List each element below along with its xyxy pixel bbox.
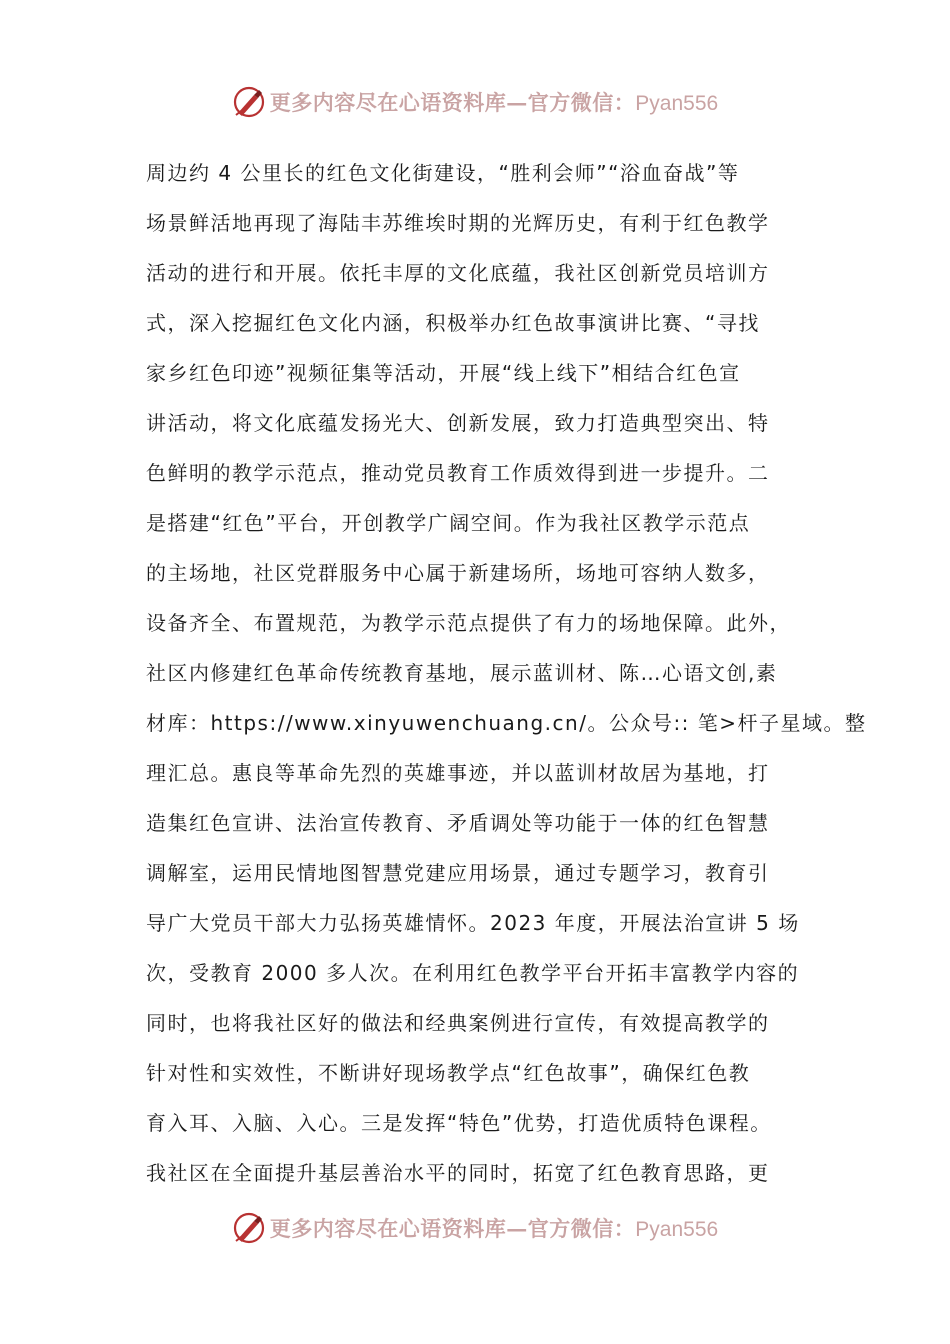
text-line: 次，受教育 2000 多人次。在利用红色教学平台开拓丰富教学内容的 [146, 961, 800, 985]
banner-label: 更多内容尽在心语资料库—官方微信： [269, 90, 636, 115]
text-line: 是搭建“红色”平台，开创教学广阔空间。作为我社区教学示范点 [146, 511, 751, 535]
banner-label: 更多内容尽在心语资料库—官方微信： [269, 1216, 636, 1241]
text-line: 理汇总。惠良等革命先烈的英雄事迹，并以蓝训材故居为基地，打 [146, 761, 770, 785]
text-line: 针对性和实效性，不断讲好现场教学点“红色故事”，确保红色教 [146, 1061, 751, 1085]
footer-banner [0, 1208, 950, 1248]
text-line: 式，深入挖掘红色文化内涵，积极举办红色故事演讲比赛、“寻找 [146, 311, 760, 335]
text-line: 造集红色宣讲、法治宣传教育、矛盾调处等功能于一体的红色智慧 [146, 811, 770, 835]
text-line: 调解室，运用民情地图智慧党建应用场景，通过专题学习，教育引 [146, 861, 770, 885]
pen-logo-icon [232, 1211, 266, 1245]
text-line: 社区内修建红色革命传统教育基地，展示蓝训材、陈…心语文创,素 [146, 661, 778, 685]
banner-text [270, 1213, 718, 1243]
text-line: 我社区在全面提升基层善治水平的同时，拓宽了红色教育思路，更 [146, 1161, 770, 1185]
banner-text [270, 87, 718, 117]
text-line: 导广大党员干部大力弘扬英雄情怀。2023 年度，开展法治宣讲 5 场 [146, 911, 800, 935]
text-line: 设备齐全、布置规范，为教学示范点提供了有力的场地保障。此外， [146, 611, 791, 635]
text-line: 同时，也将我社区好的做法和经典案例进行宣传，有效提高教学的 [146, 1011, 770, 1035]
text-line: 场景鲜活地再现了海陆丰苏维埃时期的光辉历史，有利于红色教学 [146, 211, 770, 235]
banner-wechat-id: Pyan556 [635, 1218, 719, 1241]
pen-logo-icon [232, 85, 266, 119]
header-banner [0, 82, 950, 122]
text-line: 色鲜明的教学示范点，推动党员教育工作质效得到进一步提升。二 [146, 461, 770, 485]
text-line: 的主场地，社区党群服务中心属于新建场所，场地可容纳人数多， [146, 561, 770, 585]
body-paragraph [146, 148, 867, 1198]
text-line: 周边约 4 公里长的红色文化街建设，“胜利会师”“浴血奋战”等 [146, 161, 740, 185]
text-line: 活动的进行和开展。依托丰厚的文化底蕴，我社区创新党员培训方 [146, 261, 770, 285]
text-line: 讲活动，将文化底蕴发扬光大、创新发展，致力打造典型突出、特 [146, 411, 770, 435]
text-line: 育入耳、入脑、入心。三是发挥“特色”优势，打造优质特色课程。 [146, 1111, 772, 1135]
banner-wechat-id: Pyan556 [635, 92, 719, 115]
text-line: 家乡红色印迹”视频征集等活动，开展“线上线下”相结合红色宣 [146, 361, 741, 385]
text-line: 材库：https://www.xinyuwenchuang.cn/。公众号:: 笔>杆子星域。整 [146, 711, 867, 735]
